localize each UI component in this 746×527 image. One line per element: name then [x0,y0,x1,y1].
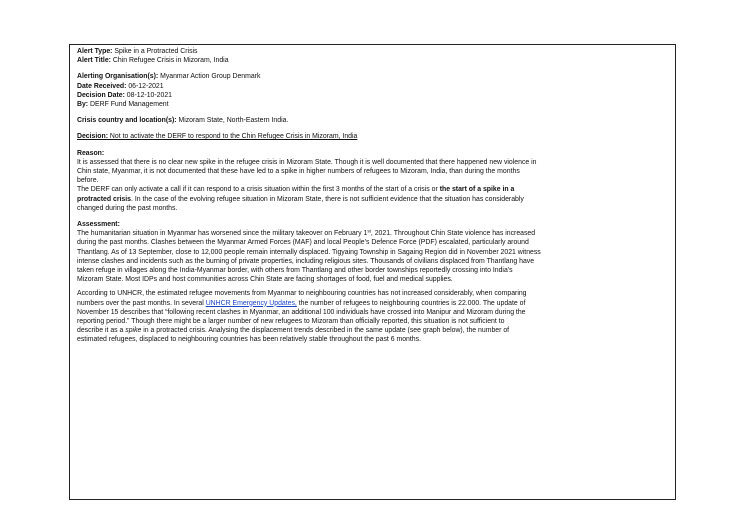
assessment-text-line: Mizoram State. Most IDPs and host communities across Chin State are facing shortages of food, fuel and medical supplies. [77,276,453,284]
org-line [77,72,668,81]
spacer [77,125,668,132]
spacer [77,142,668,149]
reason-heading: Reason: [77,149,105,157]
by-label: By: [77,101,89,109]
reason-emphasis: the start of a spike in a [439,186,515,194]
assessment-text: numbers over the past months. In several [77,299,206,307]
assessment-text-line [77,299,668,308]
location-label: Crisis country and location(s): [77,117,177,125]
assessment-text: The humanitarian situation in Myanmar has worsened since the military takeover on February 1 [77,230,368,238]
alert-title-value: Chin Refugee Crisis in Mizoram, India [110,57,229,65]
reason-emphasis: protracted crisis [77,195,131,203]
assessment-emphasis: spike [125,327,142,335]
decision-label: Decision: [77,133,109,141]
decision-date-label: Decision Date: [77,91,125,99]
assessment-text-line: intense clashes and incidents such as the burning of private properties, including religious sites. Thousands of civilians displaced from Thantlang have [77,257,535,265]
reason-section [77,149,668,213]
assessment-text-line: According to UNHCR, the estimated refugee movements from Myanmar to neighbouring countries has not increased considerably, when comparing [77,290,527,298]
assessment-text: describe it as a [77,327,126,335]
alert-header [77,47,668,65]
unhcr-updates-link[interactable]: UNHCR Emergency Updates, [205,299,297,307]
received-line [77,82,668,91]
alert-meta [77,72,668,109]
alert-type-value: Spike in a Protracted Crisis [112,48,198,55]
assessment-text-line: estimated refugees, displaced to neighbouring countries has been relatively stable throughout the past 6 months. [77,336,421,344]
location-line [77,116,668,125]
assessment-text: in a protracted crisis. Analysing the displacement trends described in the same update (see graph below), the number of [141,327,510,335]
assessment-text: the number of refugees to neighbouring countries is 22.000. The update of [296,299,526,307]
decision-date-line [77,91,668,100]
reason-text-line: before. [77,177,99,185]
alert-title-label: Alert Title: [77,57,111,65]
reason-text: . In the case of the evolving refugee situation in Mizoram State, there is not sufficient evidence that the situation has considerably [131,195,524,203]
location-value: Mizoram State, North-Eastern India. [176,117,289,125]
assessment-text: , 2021. Throughout Chin State violence has increased [370,230,536,238]
ordinal-suffix: st [367,228,371,234]
reason-text-line: changed during the past months. [77,204,178,212]
reason-text-line [77,185,668,194]
assessment-text-line: November 15 describes that “following recent clashes in Myanmar, an additional 100 individuals have crossed into Manipur and Mizoram during the [77,308,526,316]
by-line [77,100,668,109]
decision-line [77,132,668,141]
assessment-text-line: Thantlang. As of 13 September, close to 12,000 people remain internally displaced. Tigyaing Township in Sagaing Region did in November 2021 witness [77,248,541,256]
spacer [77,109,668,116]
assessment-text-line: taken refuge in villages along the India-Myanmar border, with others from Thantlang and other border townships reportedly crossing into India’s [77,267,513,275]
assessment-text-line [77,326,668,335]
decision-document [69,44,676,500]
reason-text: The DERF can only activate a call if it can respond to a crisis situation within the first 3 months of the start of a crisis or [77,186,440,194]
reason-text-line: Chin state, Myanmar, it is not documented that these have led to a spike in higher numbers of refugees to Mizoram, India, than during the months [77,168,520,176]
reason-text-line: It is assessed that there is no clear new spike in the refugee crisis in Mizoram State. Though it is well documented that there happened new violence in [77,158,537,166]
alert-type-label: Alert Type: [77,48,113,55]
assessment-section [77,220,668,345]
decision-value: Not to activate the DERF to respond to the Chin Refugee Crisis in Mizoram, India [108,133,358,141]
received-value: 06-12-2021 [126,82,164,90]
org-label: Alerting Organisation(s): [77,73,159,81]
org-value: Myanmar Action Group Denmark [158,73,261,81]
assessment-text-line: reporting period.” Though there might be a larger number of new refugees to Mizoram than officially reported, this situation is not sufficient to [77,318,505,326]
assessment-heading: Assessment: [77,221,120,229]
received-label: Date Received: [77,82,127,90]
spacer [77,213,668,220]
decision-date-value: 08-12-10-2021 [124,91,172,99]
alert-type-line [77,47,668,56]
by-value: DERF Fund Management [88,101,169,109]
assessment-text-line: during the past months. Clashes between the Myanmar Armed Forces (MAF) and local People’s Defence Force (PDF) escalated, particularly around [77,239,529,247]
spacer [77,65,668,72]
reason-text-line [77,195,668,204]
alert-title-line [77,56,668,65]
assessment-text-line [77,229,668,238]
